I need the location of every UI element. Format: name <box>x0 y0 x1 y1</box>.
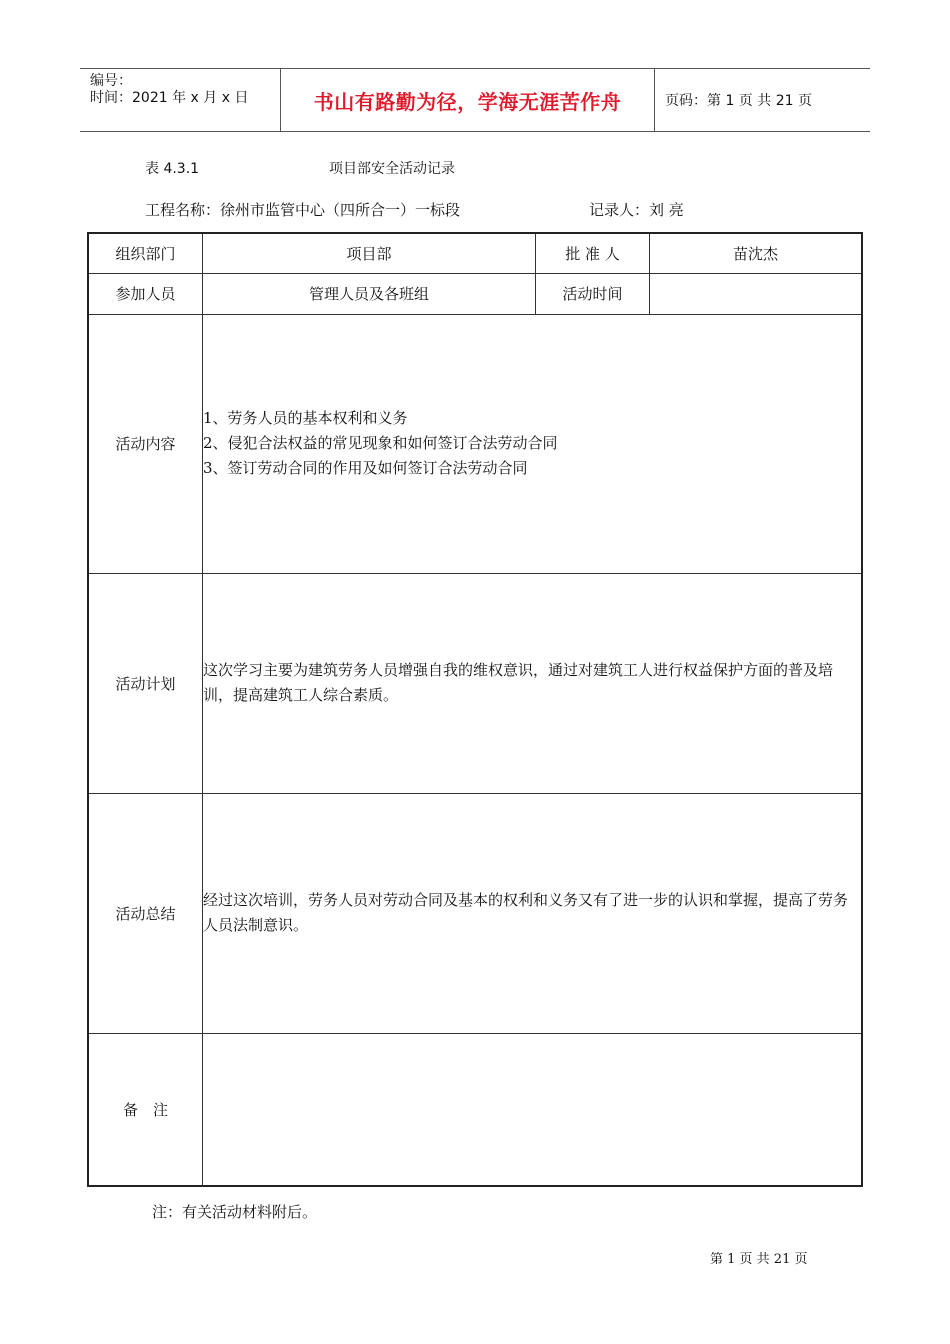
remarks-label: 备 注 <box>88 1033 203 1186</box>
header-motto <box>281 69 655 131</box>
header-left <box>80 69 281 131</box>
content-item: 2、侵犯合法权益的常见现象和如何签订合法劳动合同 <box>203 434 558 452</box>
approver-label: 批 准 人 <box>536 233 650 273</box>
plan-text: 这次学习主要为建筑劳务人员增强自我的维权意识，通过对建筑工人进行权益保护方面的普及培训，提高建筑工人综合素质。 <box>203 573 863 793</box>
table-row <box>88 273 862 314</box>
summary-text: 经过这次培训，劳务人员对劳动合同及基本的权利和义务又有了进一步的认识和掌握，提高了劳务人员法制意识。 <box>203 793 863 1033</box>
content-label: 活动内容 <box>88 314 203 573</box>
approver-value: 苗沈杰 <box>650 233 863 273</box>
recorder: 记录人：刘 亮 <box>589 201 684 219</box>
content-item: 1、劳务人员的基本权利和义务 <box>203 409 408 427</box>
project-meta <box>145 199 684 220</box>
table-row <box>88 314 862 573</box>
page-header <box>80 68 870 132</box>
participants-label: 参加人员 <box>88 273 203 314</box>
table-row <box>88 233 862 273</box>
activity-record-table <box>87 232 863 1187</box>
table-row <box>88 573 862 793</box>
time-value <box>650 273 863 314</box>
content-cell <box>203 314 863 573</box>
table-name: 项目部安全活动记录 <box>329 161 455 177</box>
table-row <box>88 793 862 1033</box>
participants-value: 管理人员及各班组 <box>203 273 536 314</box>
remarks-text <box>203 1033 863 1186</box>
content-item: 3、签订劳动合同的作用及如何签订合法劳动合同 <box>203 459 528 477</box>
number-label: 编号： <box>90 73 132 89</box>
footnote: 注：有关活动材料附后。 <box>152 1203 318 1221</box>
page-footer: 第 1 页 共 21 页 <box>710 1252 808 1267</box>
plan-label: 活动计划 <box>88 573 203 793</box>
motto-text: 书山有路勤为径，学海无涯苦作舟 <box>313 89 622 114</box>
org-value: 项目部 <box>203 233 536 273</box>
project-name: 工程名称：徐州市监管中心（四所合一）一标段 <box>145 201 461 219</box>
summary-label: 活动总结 <box>88 793 203 1033</box>
table-code: 表 4.3.1 <box>145 161 200 177</box>
table-title <box>145 158 455 178</box>
time-label: 活动时间 <box>536 273 650 314</box>
org-label: 组织部门 <box>88 233 203 273</box>
time-label: 时间：2021 年 x 月 x 日 <box>90 90 249 106</box>
page-code: 页码：第 1 页 共 21 页 <box>665 93 812 109</box>
table-row <box>88 1033 862 1186</box>
